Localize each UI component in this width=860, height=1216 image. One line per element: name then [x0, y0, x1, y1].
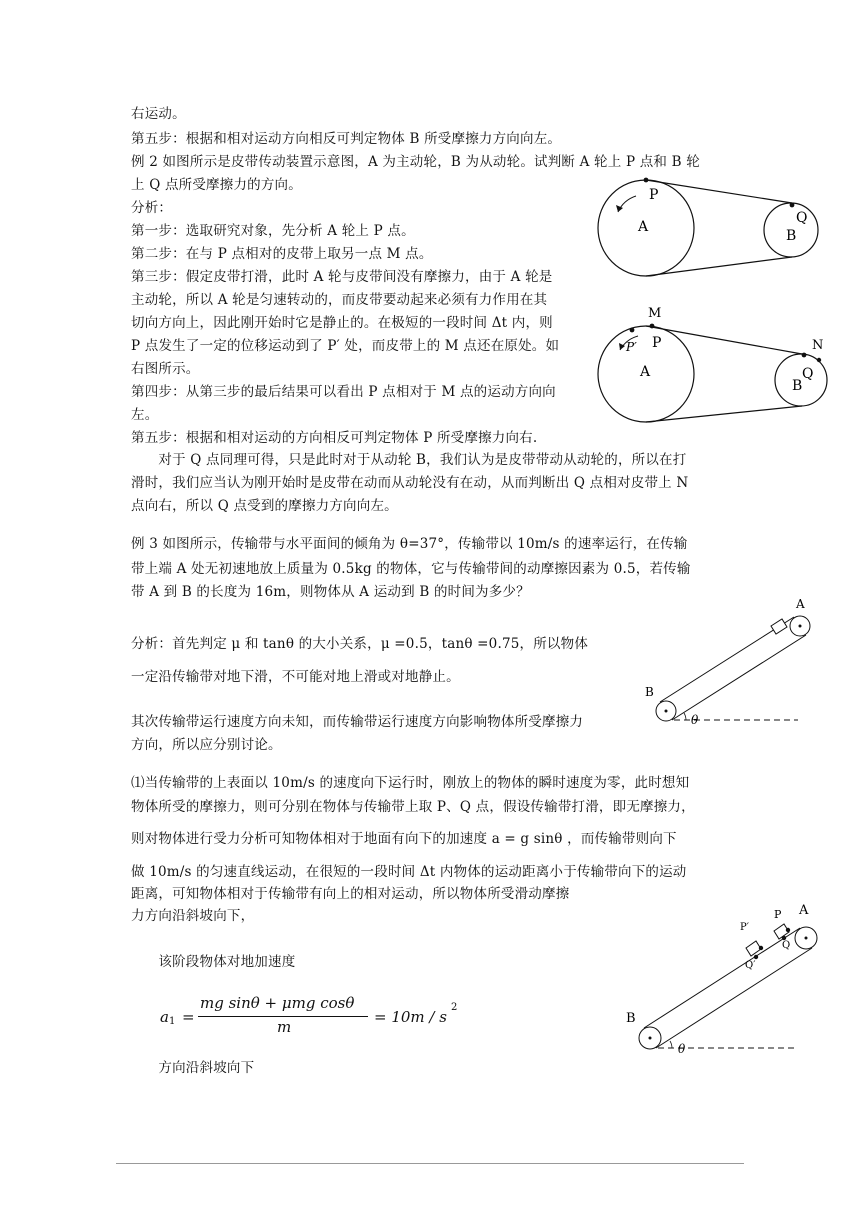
- fraction-bar: [198, 1016, 368, 1017]
- text-line-9: 主动轮，所以 A 轮是匀速转动的，而皮带要动起来必须有力作用在其: [131, 292, 548, 308]
- text-line-6: 第一步：选取研究对象，先分析 A 轮上 P 点。: [131, 223, 415, 239]
- text-line-30: 距离，可知物体相对于传输带有向上的相对运动，所以物体所受滑动摩擦: [131, 886, 570, 902]
- text-line-28: 则对物体进行受力分析可知物体相对于地面有向下的加速度 a = g sinθ ，而传输带则向下: [131, 831, 677, 847]
- label-p-prime: P′: [626, 340, 637, 354]
- text-line-2: 第五步：根据和相对运动方向相反可判定物体 B 所受摩擦力方向向左。: [131, 131, 562, 147]
- formula-equals: =: [182, 1008, 195, 1026]
- label-p-prime: P′: [740, 922, 749, 933]
- text-line-18: 点向右，所以 Q 点受到的摩擦力方向向左。: [131, 498, 398, 514]
- text-line-23: 一定沿传输带对地下滑，不可能对地上滑或对地静止。: [131, 669, 460, 685]
- label-p: P: [652, 335, 662, 351]
- text-line-19: 例 3 如图所示，传输带与水平面间的倾角为 θ=37°，传输带以 10m/s 的速率运行，在传输: [131, 536, 688, 552]
- text-line-15: 第五步：根据和相对运动的方向相反可判定物体 P 所受摩擦力向右.: [131, 430, 538, 446]
- label-q: Q: [802, 366, 814, 382]
- text-line-17: 滑时，我们应当认为刚开始时是皮带在动而从动轮没有在动，从而判断出 Q 点相对皮带上 N: [131, 475, 689, 491]
- label-q: Q: [782, 940, 791, 951]
- formula-denominator: m: [277, 1018, 292, 1036]
- text-line-27: 物体所受的摩擦力，则可分别在物体与传输带上取 P、Q 点，假设传输带打滑，即无摩擦力，: [131, 799, 695, 815]
- text-line-10: 切向方向上，因此刚开始时它是静止的。在极短的一段时间 Δt 内，则: [131, 315, 553, 331]
- text-line-3: 例 2 如图所示是皮带传动装置示意图，A 为主动轮，B 为从动轮。试判断 A 轮上 P 点和 B 轮: [131, 154, 700, 170]
- text-line-13: 第四步：从第三步的最后结果可以看出 P 点相对于 M 点的运动方向向: [131, 384, 556, 400]
- formula-result-sup: 2: [451, 1002, 458, 1013]
- formula: [160, 994, 460, 1040]
- text-line-32: 该阶段物体对地加速度: [131, 954, 296, 970]
- text-line-31: 力方向沿斜坡向下，: [131, 908, 255, 924]
- label-b: B: [786, 228, 797, 244]
- text-line-22: 分析：首先判定 μ 和 tanθ 的大小关系，μ =0.5，tanθ =0.75，所以物体: [131, 636, 589, 652]
- text-line-12: 右图所示。: [131, 361, 200, 377]
- incline-conveyor-figure-3: [638, 596, 818, 726]
- text-line-29: 做 10m/s 的匀速直线运动，在很短的一段时间 Δt 内物体的运动距离小于传输带向下的运动: [131, 864, 687, 880]
- label-theta: θ: [691, 713, 699, 727]
- formula-lhs: a: [160, 1008, 169, 1026]
- formula-result: = 10m / s: [374, 1008, 447, 1026]
- text-line-14: 左。: [131, 407, 159, 423]
- belt-drive-figure-1: [596, 168, 836, 288]
- formula-lhs-sub: 1: [169, 1016, 176, 1027]
- text-line-11: P 点发生了一定的位移运动到了 P′ 处，而皮带上的 M 点还在原处。如: [131, 338, 560, 354]
- text-line-20: 带上端 A 处无初速地放上质量为 0.5kg 的物体，它与传输带间的动摩擦因素为 0.5，若传输: [131, 561, 691, 577]
- text-line-26: ⑴当传输带的上表面以 10m/s 的速度向下运行时，刚放上的物体的瞬时速度为零，此时想知: [131, 775, 690, 791]
- label-n: N: [812, 338, 824, 353]
- label-q: Q: [796, 210, 808, 226]
- text-line-7: 第二步：在与 P 点相对的皮带上取另一点 M 点。: [131, 246, 433, 262]
- text-line-16: 对于 Q 点同理可得，只是此时对于从动轮 B，我们认为是皮带带动从动轮的，所以在打: [131, 452, 687, 468]
- label-theta: θ: [678, 1042, 686, 1056]
- label-b: B: [626, 1011, 636, 1026]
- label-m: M: [648, 306, 662, 321]
- label-a: A: [638, 219, 649, 235]
- label-a: A: [799, 903, 809, 918]
- text-line-1: 右运动。: [131, 106, 186, 122]
- label-q-prime: Q′: [745, 960, 756, 971]
- belt-drive-figure-2: [596, 306, 836, 426]
- formula-numerator: mg sinθ + μmg cosθ: [200, 994, 355, 1012]
- label-b: B: [645, 685, 654, 699]
- incline-conveyor-figure-4: [624, 896, 824, 1056]
- footer-divider: [116, 1163, 744, 1164]
- text-line-24: 其次传输带运行速度方向未知，而传输带运行速度方向影响物体所受摩擦力: [131, 714, 584, 730]
- text-line-5: 分析：: [131, 200, 173, 216]
- text-line-25: 方向，所以应分别讨论。: [131, 737, 282, 753]
- label-b: B: [792, 378, 803, 394]
- text-line-33: 方向沿斜坡向下: [131, 1060, 255, 1076]
- text-line-21: 带 A 到 B 的长度为 16m，则物体从 A 运动到 B 的时间为多少？: [131, 584, 530, 600]
- label-p: P: [649, 187, 659, 203]
- label-a: A: [640, 364, 651, 380]
- label-a: A: [796, 597, 805, 611]
- text-line-4: 上 Q 点所受摩擦力的方向。: [131, 177, 302, 193]
- text-line-8: 第三步：假定皮带打滑，此时 A 轮与皮带间没有摩擦力，由于 A 轮是: [131, 269, 553, 285]
- label-p: P: [774, 908, 782, 921]
